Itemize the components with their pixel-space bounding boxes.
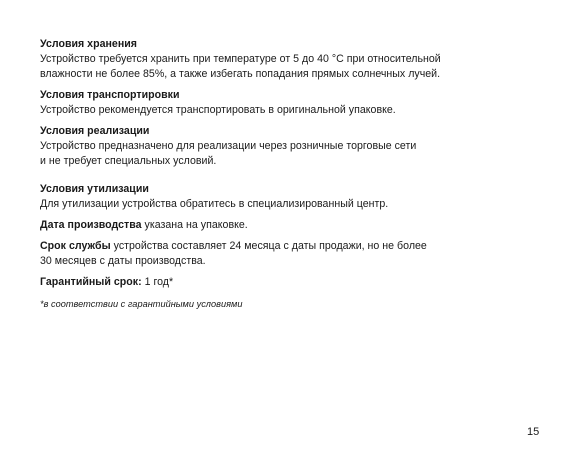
sales-conditions-line-2: и не требует специальных условий. — [40, 155, 217, 167]
storage-conditions-line-2: влажности не более 85%, а также избегать попадания прямых солнечных лучей. — [40, 68, 441, 80]
storage-conditions-line-1: Устройство требуется хранить при температуре от 5 до 40 °С при относительной — [40, 53, 441, 65]
service-life-text-line-1: устройства составляет 24 месяца с даты продажи, но не более — [110, 240, 427, 252]
transport-conditions-heading: Условия транспортировки — [40, 89, 180, 101]
warranty-paragraph — [40, 275, 540, 290]
document-page — [40, 37, 540, 310]
service-life-text-line-2: 30 месяцев с даты производства. — [40, 255, 206, 267]
sales-conditions-heading: Условия реализации — [40, 125, 150, 137]
production-date-text: указана на упаковке. — [141, 219, 248, 231]
page-number: 15 — [527, 426, 540, 438]
warranty-label: Гарантийный срок: — [40, 276, 142, 288]
sales-conditions-section — [40, 124, 540, 169]
service-life-label: Срок службы — [40, 240, 111, 252]
transport-conditions-line-1: Устройство рекомендуется транспортировать в оригинальной упаковке. — [40, 104, 396, 116]
warranty-value: 1 год* — [141, 276, 174, 288]
transport-conditions-section — [40, 88, 540, 118]
sales-conditions-line-1: Устройство предназначено для реализации через розничные торговые сети — [40, 140, 417, 152]
disposal-conditions-line-1: Для утилизации устройства обратитесь в специализированный центр. — [40, 198, 389, 210]
disposal-conditions-section — [40, 182, 540, 212]
production-date-label: Дата производства — [40, 219, 142, 231]
service-life-paragraph — [40, 239, 540, 269]
production-date-paragraph — [40, 218, 540, 233]
warranty-footnote: *в соответствии с гарантийными условиями — [40, 299, 243, 309]
disposal-conditions-heading: Условия утилизации — [40, 183, 149, 195]
storage-conditions-heading: Условия хранения — [40, 38, 137, 50]
storage-conditions-section — [40, 37, 540, 82]
